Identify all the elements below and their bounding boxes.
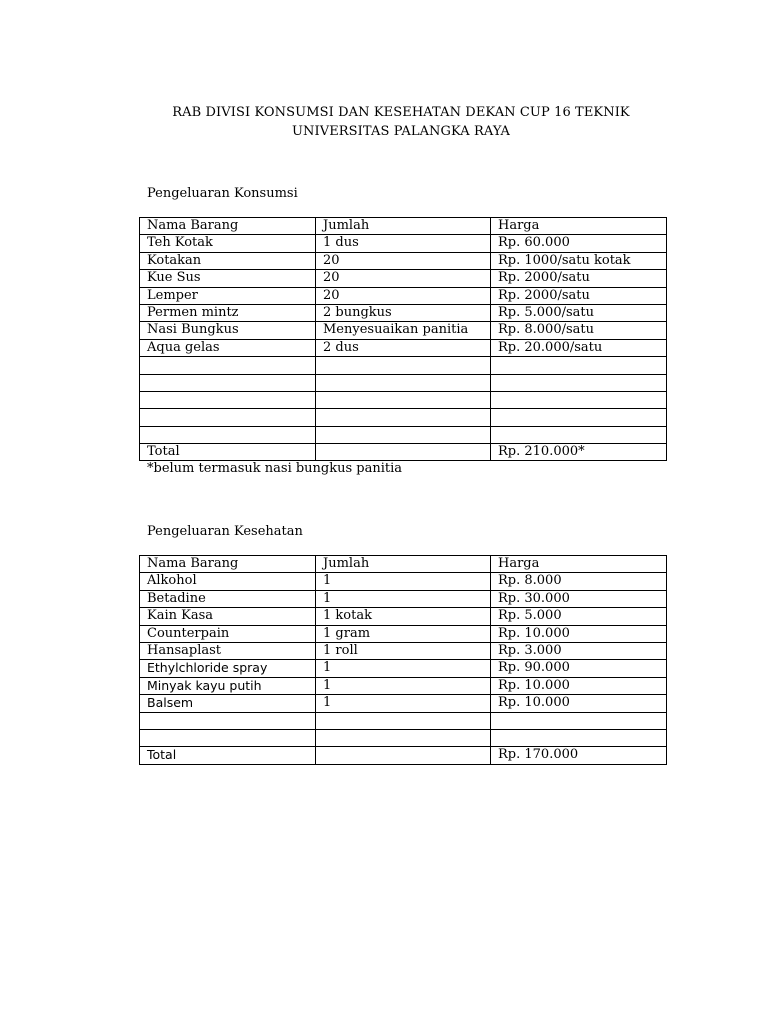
- table-row: [140, 322, 667, 339]
- cell-jumlah: 20: [316, 252, 491, 269]
- konsumsi-table: [139, 217, 667, 461]
- table-header-row: [140, 218, 667, 235]
- table-row: [140, 426, 667, 443]
- cell-nama-barang: Lemper: [140, 287, 316, 304]
- table-row: [140, 573, 667, 590]
- cell-jumlah: [316, 357, 491, 374]
- table-row: [140, 642, 667, 659]
- cell-nama-barang: Kain Kasa: [140, 608, 316, 625]
- cell-jumlah: [316, 409, 491, 426]
- cell-nama-barang: Minyak kayu putih: [140, 677, 316, 694]
- table-row: [140, 409, 667, 426]
- document-title: [0, 103, 768, 141]
- cell-jumlah: 2 bungkus: [316, 304, 491, 321]
- table-row: [140, 357, 667, 374]
- cell-jumlah: [316, 444, 491, 461]
- cell-harga: Rp. 60.000: [491, 235, 667, 252]
- cell-harga: Rp. 3.000: [491, 642, 667, 659]
- table-row: [140, 391, 667, 408]
- kesehatan-table: [139, 555, 667, 765]
- table-row: [140, 608, 667, 625]
- table-row: [140, 235, 667, 252]
- cell-jumlah: 20: [316, 287, 491, 304]
- table-row: [140, 304, 667, 321]
- cell-jumlah: Jumlah: [316, 218, 491, 235]
- cell-jumlah: 1: [316, 573, 491, 590]
- cell-nama-barang: [140, 426, 316, 443]
- table-row: [140, 252, 667, 269]
- cell-nama-barang: Balsem: [140, 695, 316, 712]
- cell-jumlah: 1: [316, 590, 491, 607]
- cell-nama-barang: [140, 357, 316, 374]
- cell-harga: Harga: [491, 218, 667, 235]
- cell-nama-barang: [140, 729, 316, 746]
- cell-harga: Rp. 2000/satu: [491, 270, 667, 287]
- cell-harga: [491, 426, 667, 443]
- cell-harga: Rp. 2000/satu: [491, 287, 667, 304]
- cell-jumlah: [316, 374, 491, 391]
- cell-harga: Rp. 8.000: [491, 573, 667, 590]
- table-header-row: [140, 556, 667, 573]
- konsumsi-table-body: [140, 218, 667, 461]
- cell-harga: Rp. 10.000: [491, 625, 667, 642]
- cell-jumlah: 1 gram: [316, 625, 491, 642]
- cell-jumlah: 1: [316, 660, 491, 677]
- cell-jumlah: 1: [316, 677, 491, 694]
- table-row: [140, 339, 667, 356]
- cell-nama-barang: Teh Kotak: [140, 235, 316, 252]
- cell-jumlah: 1: [316, 695, 491, 712]
- cell-nama-barang: [140, 409, 316, 426]
- table-row: [140, 677, 667, 694]
- cell-nama-barang: Aqua gelas: [140, 339, 316, 356]
- cell-nama-barang: Total: [140, 444, 316, 461]
- cell-jumlah: 20: [316, 270, 491, 287]
- cell-jumlah: [316, 712, 491, 729]
- cell-jumlah: [316, 426, 491, 443]
- cell-nama-barang: Nasi Bungkus: [140, 322, 316, 339]
- cell-jumlah: [316, 729, 491, 746]
- table-total-row: [140, 747, 667, 764]
- cell-jumlah: [316, 391, 491, 408]
- cell-nama-barang: Counterpain: [140, 625, 316, 642]
- cell-nama-barang: [140, 374, 316, 391]
- cell-harga: Rp. 210.000*: [491, 444, 667, 461]
- table-total-row: [140, 444, 667, 461]
- cell-harga: [491, 391, 667, 408]
- cell-nama-barang: Kotakan: [140, 252, 316, 269]
- cell-harga: [491, 374, 667, 391]
- cell-jumlah: 1 roll: [316, 642, 491, 659]
- table-row: [140, 729, 667, 746]
- cell-harga: Rp. 90.000: [491, 660, 667, 677]
- cell-nama-barang: Hansaplast: [140, 642, 316, 659]
- cell-harga: Rp. 1000/satu kotak: [491, 252, 667, 269]
- cell-jumlah: 2 dus: [316, 339, 491, 356]
- cell-nama-barang: Kue Sus: [140, 270, 316, 287]
- cell-harga: [491, 729, 667, 746]
- table-row: [140, 590, 667, 607]
- cell-harga: Harga: [491, 556, 667, 573]
- cell-harga: Rp. 5.000: [491, 608, 667, 625]
- cell-harga: Rp. 170.000: [491, 747, 667, 764]
- kesehatan-table-body: [140, 556, 667, 765]
- cell-harga: Rp. 5.000/satu: [491, 304, 667, 321]
- cell-harga: Rp. 30.000: [491, 590, 667, 607]
- cell-jumlah: 1 kotak: [316, 608, 491, 625]
- cell-nama-barang: [140, 391, 316, 408]
- cell-harga: Rp. 10.000: [491, 677, 667, 694]
- table-row: [140, 287, 667, 304]
- cell-nama-barang: Total: [140, 747, 316, 764]
- cell-harga: Rp. 8.000/satu: [491, 322, 667, 339]
- konsumsi-heading: Pengeluaran Konsumsi: [147, 186, 298, 201]
- title-line-2: UNIVERSITAS PALANGKA RAYA: [291, 124, 511, 139]
- cell-nama-barang: [140, 712, 316, 729]
- table-row: [140, 695, 667, 712]
- cell-harga: [491, 712, 667, 729]
- table-row: [140, 374, 667, 391]
- cell-nama-barang: Nama Barang: [140, 556, 316, 573]
- cell-jumlah: Menyesuaikan panitia: [316, 322, 491, 339]
- cell-harga: [491, 357, 667, 374]
- konsumsi-note: *belum termasuk nasi bungkus panitia: [147, 461, 403, 476]
- cell-harga: [491, 409, 667, 426]
- cell-harga: Rp. 20.000/satu: [491, 339, 667, 356]
- cell-jumlah: [316, 747, 491, 764]
- cell-jumlah: 1 dus: [316, 235, 491, 252]
- cell-nama-barang: Nama Barang: [140, 218, 316, 235]
- title-line-1: RAB DIVISI KONSUMSI DAN KESEHATAN DEKAN CUP 16 TEKNIK: [172, 105, 630, 120]
- cell-nama-barang: Permen mintz: [140, 304, 316, 321]
- cell-nama-barang: Betadine: [140, 590, 316, 607]
- table-row: [140, 270, 667, 287]
- cell-harga: Rp. 10.000: [491, 695, 667, 712]
- cell-nama-barang: Alkohol: [140, 573, 316, 590]
- cell-jumlah: Jumlah: [316, 556, 491, 573]
- kesehatan-heading: Pengeluaran Kesehatan: [147, 524, 303, 539]
- cell-nama-barang: Ethylchloride spray: [140, 660, 316, 677]
- table-row: [140, 625, 667, 642]
- table-row: [140, 660, 667, 677]
- table-row: [140, 712, 667, 729]
